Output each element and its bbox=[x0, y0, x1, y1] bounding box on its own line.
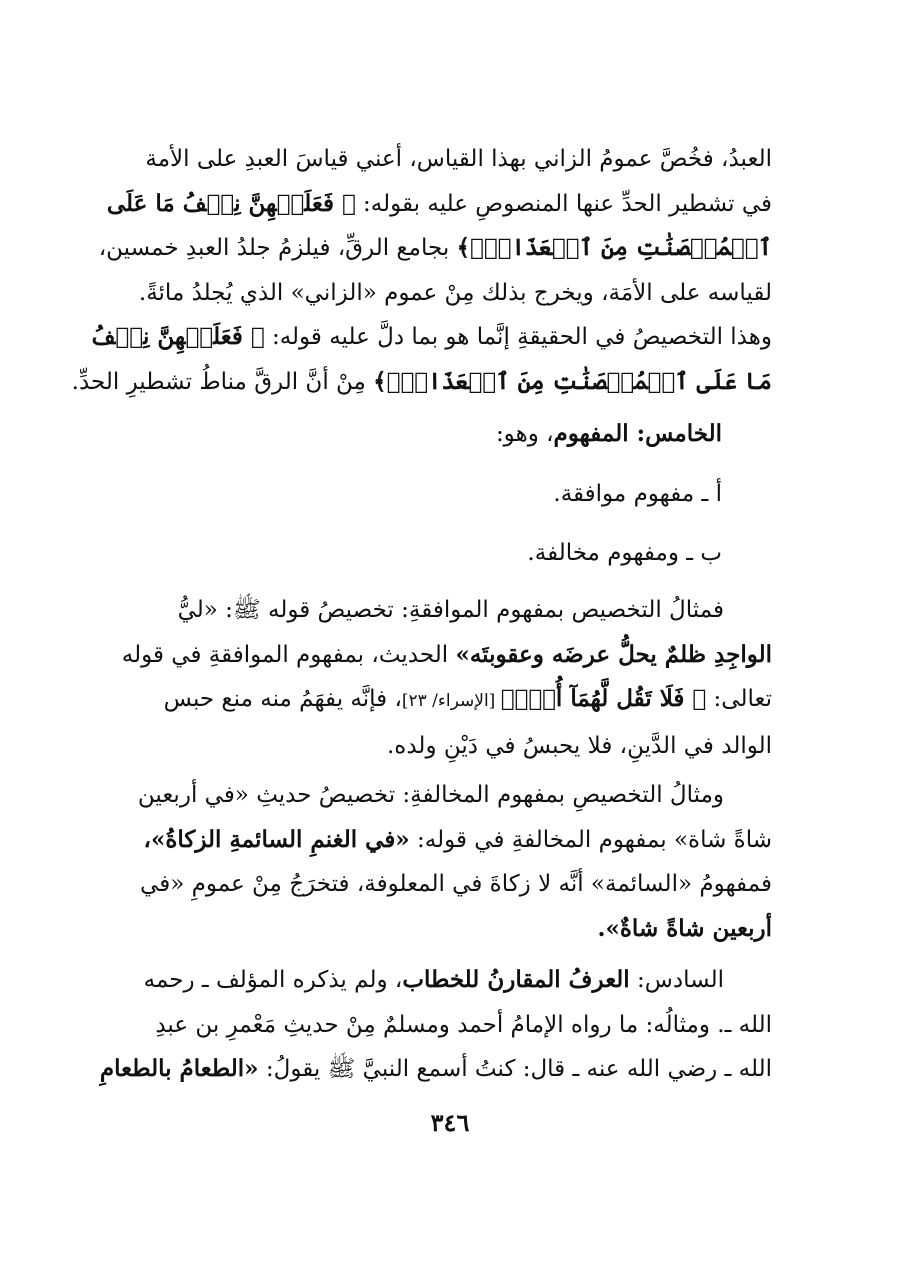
quran-verse: مَا عَلَى ٱلۡمُحۡصَنَٰتِ مِنَ ٱلۡعَذَابِۚ﴾ bbox=[373, 367, 772, 395]
verse-reference: [الإسراء/ ٢٣] bbox=[401, 691, 501, 711]
paragraph-5 bbox=[99, 958, 772, 1092]
text-line: العبدُ، فخُصَّ عمومُ الزاني بهذا القياس، أعني قياسَ العبدِ على الأمة bbox=[145, 146, 772, 172]
text-line: تعالى: ﴿ فَلَا تَقُل لَّهُمَآ أُفّٖ﴾ [الإسراء/ ٢٣]، فإنَّه يفهَمُ منه منع حبس bbox=[163, 685, 772, 712]
text-line: أربعين شاةً شاةٌ». bbox=[597, 914, 772, 942]
text-line: في تشطير الحدِّ عنها المنصوصِ عليه بقوله: ﴿ فَعَلَيۡهِنَّ نِصۡفُ مَا عَلَى bbox=[106, 189, 772, 217]
hadith-text: «في الغنمِ السائمةِ الزكاةُ»، bbox=[143, 825, 410, 853]
text-line: الواجِدِ ظلمٌ يحلُّ عرضَه وعقوبتَه» الحديث، بمفهوم الموافقةِ في قوله bbox=[121, 640, 772, 668]
text-line: وهذا التخصيصُ في الحقيقةِ إنَّما هو بما دلَّ عليه قوله: ﴿ فَعَلَيۡهِنَّ نِصۡفُ bbox=[91, 323, 772, 350]
text-line: الوالد في الدَّينِ، فلا يحبسُ في دَيْنِ ولده. bbox=[387, 732, 772, 759]
text-line: السادس: العرفُ المقارنُ للخطاب، ولم يذكره المؤلف ـ رحمه bbox=[143, 966, 724, 993]
text-line: الله ـ. ومثالُه: ما رواه الإمامُ أحمد ومسلمٌ مِنْ حديثِ مَعْمرِ بن عبدِ bbox=[155, 1011, 772, 1038]
hadith-text: «الطعامُ بالطعامِ bbox=[99, 1055, 259, 1082]
text-line: مَا عَلَى ٱلۡمُحۡصَنَٰتِ مِنَ ٱلۡعَذَابِۚ﴾ مِنْ أنَّ الرقَّ مناطُ تشطيرِ الحدِّ. bbox=[71, 367, 772, 395]
paragraph-3 bbox=[121, 588, 772, 768]
quran-verse: ﴿ فَلَا تَقُل لَّهُمَآ أُفّٖ﴾ bbox=[500, 685, 707, 712]
quran-verse: ٱلۡمُحۡصَنَٰتِ مِنَ ٱلۡعَذَابِۚ﴾ bbox=[456, 234, 772, 261]
text-line: الله ـ رضي الله عنه ـ قال: كنتُ أسمع النبيَّ ﷺ يقولُ: «الطعامُ بالطعامِ bbox=[99, 1055, 772, 1082]
paragraph-4 bbox=[130, 773, 772, 951]
hadith-text: الواجِدِ ظلمٌ يحلُّ عرضَه وعقوبتَه» bbox=[455, 640, 772, 668]
section-title: العرفُ المقارنُ للخطاب bbox=[402, 966, 630, 993]
paragraph-1 bbox=[71, 137, 772, 404]
section-heading: الخامس: المفهوم، وهو: bbox=[495, 420, 722, 447]
text-line: فمثالُ التخصيص بمفهوم الموافقةِ: تخصيصُ قوله ﷺ: «ليُّ bbox=[177, 597, 724, 623]
text-line: ٱلۡمُحۡصَنَٰتِ مِنَ ٱلۡعَذَابِۚ﴾ بجامع الرقِّ، فيلزمُ جلدُ العبدِ خمسين، bbox=[98, 234, 772, 261]
text-line: ومثالُ التخصيصِ بمفهوم المخالفةِ: تخصيصُ حديثِ «في أربعين bbox=[137, 782, 724, 808]
text-line: شاةً شاة» بمفهوم المخالفةِ في قوله: «في الغنمِ السائمةِ الزكاةُ»، bbox=[143, 825, 772, 853]
text-line: فمفهومُ «السائمة» أنَّه لا زكاةَ في المعلوفة، فتخرَجُ مِنْ عمومِ «في bbox=[140, 871, 772, 897]
list-item: ب ـ ومفهوم مخالفة. bbox=[527, 540, 722, 566]
text-line: لقياسه على الأمَة، ويخرج بذلك مِنْ عموم «الزاني» الذي يُجلدُ مائةً. bbox=[138, 279, 772, 306]
page-number: ٣٤٦ bbox=[430, 1108, 470, 1137]
quran-verse: ﴿ فَعَلَيۡهِنَّ نِصۡفُ مَا عَلَى bbox=[106, 189, 356, 217]
list-item: أ ـ مفهوم موافقة. bbox=[553, 481, 722, 507]
quran-verse: ﴿ فَعَلَيۡهِنَّ نِصۡفُ bbox=[91, 323, 265, 350]
